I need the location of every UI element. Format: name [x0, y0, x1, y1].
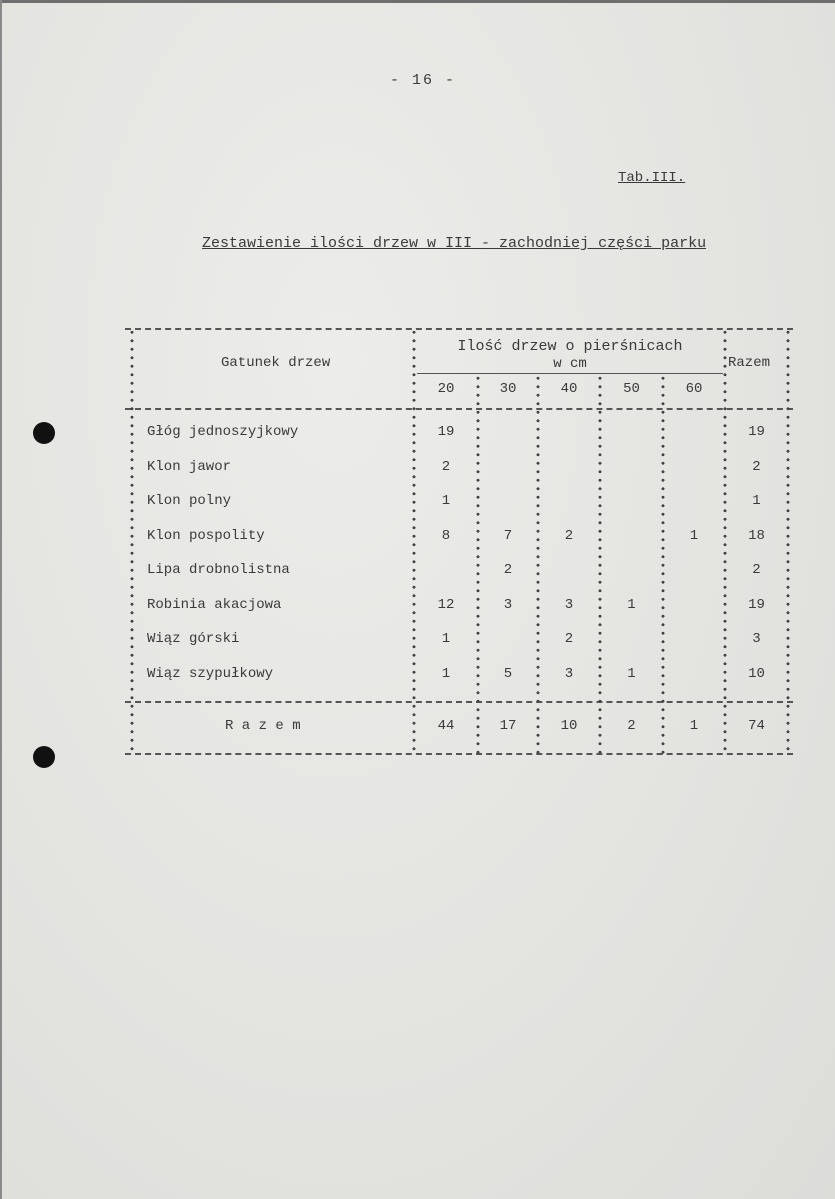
header-diameter-40: 40 [560, 381, 578, 397]
row-cell-30: 5 [503, 665, 513, 682]
row-cell-40: 2 [564, 527, 574, 544]
summary-cell-50: 2 [627, 718, 636, 734]
row-species-name: Klon polny [147, 493, 232, 509]
row-cell-20: 2 [441, 458, 451, 475]
page-number: - 16 - [390, 72, 457, 89]
row-species-name: Głóg jednoszyjkowy [147, 424, 299, 440]
row-total: 10 [748, 665, 765, 682]
group-header-underline [417, 373, 723, 374]
page-left-edge [0, 0, 2, 1199]
row-species-name: Wiąz górski [147, 631, 240, 647]
col-sep-right [785, 328, 791, 755]
header-total: Razem [728, 355, 771, 371]
row-cell-20: 8 [441, 527, 451, 544]
header-bottom-rule [125, 408, 793, 410]
row-total: 18 [748, 527, 765, 544]
row-total: 19 [748, 424, 765, 440]
row-total: 2 [752, 562, 761, 578]
row-cell-30: 2 [503, 562, 513, 578]
header-diameter-50: 50 [623, 381, 640, 397]
summary-cell-40: 10 [560, 718, 578, 734]
col-sep-40 [597, 374, 603, 755]
row-cell-40: 2 [564, 631, 574, 647]
table-top-rule [125, 328, 793, 330]
col-sep-left [129, 328, 135, 755]
punch-hole-bottom [33, 746, 55, 768]
table-bottom-rule [125, 753, 793, 755]
row-species-name: Robinia akacjowa [147, 596, 282, 613]
col-sep-50 [660, 374, 666, 755]
body-bottom-rule [125, 701, 793, 703]
table-label: Tab.III. [618, 170, 686, 186]
col-sep-30 [535, 374, 541, 755]
header-group-line2: w cm [553, 356, 587, 372]
row-cell-20: 1 [441, 631, 451, 647]
table-title: Zestawienie ilości drzew w III - zachodniej części parku [202, 235, 707, 252]
row-species-name: Wiąz szypułkowy [147, 665, 274, 682]
row-cell-20: 19 [437, 424, 455, 440]
header-diameter-20: 20 [437, 381, 455, 397]
summary-total: 74 [748, 718, 765, 734]
page-top-edge [0, 0, 835, 3]
tree-count-table [125, 328, 793, 755]
summary-cell-20: 44 [437, 718, 455, 734]
row-total: 19 [748, 596, 765, 613]
row-species-name: Lipa drobnolistna [147, 562, 290, 578]
punch-hole-top [33, 422, 55, 444]
row-cell-30: 3 [503, 596, 513, 613]
row-cell-40: 3 [564, 596, 574, 613]
row-total: 1 [752, 493, 761, 509]
row-cell-20: 1 [441, 665, 451, 682]
summary-label: R a z e m [225, 718, 301, 734]
header-diameter-30: 30 [499, 381, 517, 397]
row-total: 3 [752, 631, 761, 647]
row-cell-30: 7 [503, 527, 513, 544]
header-species: Gatunek drzew [221, 355, 331, 371]
row-cell-50: 1 [627, 665, 636, 682]
row-species-name: Klon pospolity [147, 527, 265, 544]
row-cell-60: 1 [689, 527, 699, 544]
summary-cell-60: 1 [689, 718, 699, 734]
row-cell-40: 3 [564, 665, 574, 682]
row-cell-20: 1 [441, 493, 451, 509]
row-cell-50: 1 [627, 596, 636, 613]
row-cell-20: 12 [437, 596, 455, 613]
summary-cell-30: 17 [499, 718, 517, 734]
header-group-line1: Ilość drzew o pierśnicach [457, 338, 683, 355]
row-species-name: Klon jawor [147, 458, 232, 475]
row-total: 2 [752, 458, 761, 475]
header-diameter-60: 60 [685, 381, 703, 397]
